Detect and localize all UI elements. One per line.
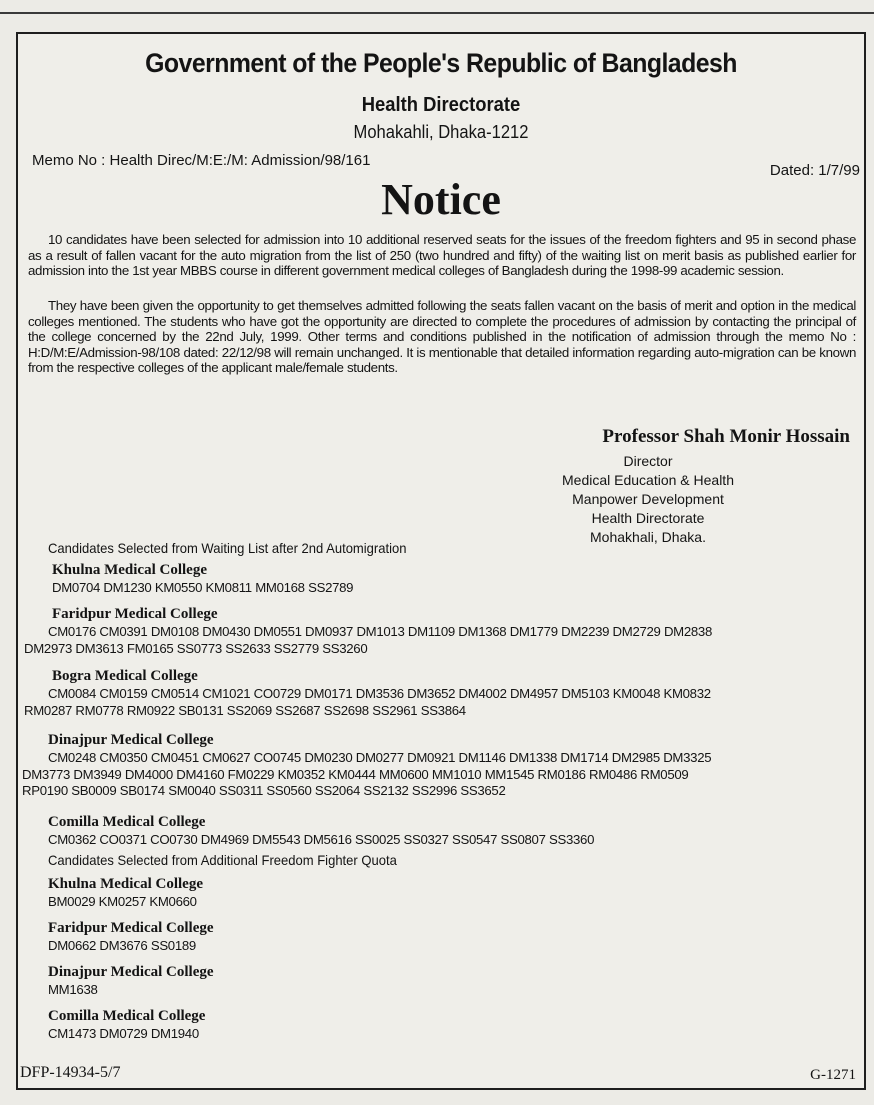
roll-numbers — [24, 686, 711, 719]
college-name: Khulna Medical College — [48, 876, 203, 892]
newspaper-top-rule — [0, 12, 874, 14]
roll-numbers — [48, 1026, 199, 1043]
roll-numbers — [48, 938, 196, 955]
notice-paragraph-1: 10 candidates have been selected for admission into 10 additional reserved seats for the issues of the freedom fighters and 95 in second phase as a result of fallen vacant for the auto migration from the list of 250 (two hundred and fifty) of the waiting list on merit basis as published earlier for admission into the 1st year MBBS course in different government medical colleges of Bangladesh during the 1998-99 academic session. — [28, 232, 856, 279]
signatory-designation — [533, 452, 763, 547]
roll-line: DM0704 DM1230 KM0550 KM0811 MM0168 SS2789 — [52, 580, 354, 595]
roll-line: DM0662 DM3676 SS0189 — [48, 938, 196, 953]
dfp-code: DFP-14934-5/7 — [20, 1064, 121, 1081]
college-name: Bogra Medical College — [52, 668, 198, 684]
college-name: Dinajpur Medical College — [48, 732, 214, 748]
roll-numbers — [52, 580, 353, 597]
college-name: Faridpur Medical College — [52, 606, 218, 622]
signatory-name: Professor Shah Monir Hossain — [602, 426, 850, 447]
directorate-address: Mohakahli, Dhaka-1212 — [353, 122, 529, 142]
roll-line: MM1638 — [48, 982, 98, 997]
government-title: Government of the People's Republic of Bangladesh — [145, 48, 737, 78]
college-name: Comilla Medical College — [48, 814, 206, 830]
memo-date: Dated: 1/7/99 — [769, 162, 860, 179]
roll-line: BM0029 KM0257 KM0660 — [48, 894, 197, 909]
roll-line: CM1473 DM0729 DM1940 — [48, 1026, 199, 1041]
memo-number: Memo No : Health Direc/M:E:/M: Admission/98/161 — [32, 152, 371, 169]
signatory-line: Manpower Development — [572, 491, 724, 507]
college-name: Dinajpur Medical College — [48, 964, 214, 980]
roll-numbers — [48, 894, 197, 911]
roll-line: CM0248 CM0350 CM0451 CM0627 CO0745 DM0230 DM0277 DM0921 DM1146 DM1338 DM1714 DM2985 DM3325 — [48, 750, 712, 765]
roll-numbers — [24, 624, 712, 657]
roll-numbers — [48, 982, 98, 999]
notice-title: Notice — [381, 175, 501, 224]
roll-line: DM3773 DM3949 DM4000 DM4160 FM0229 KM0352 KM0444 MM0600 MM1010 MM1545 RM0186 RM0486 RM0509 — [22, 766, 689, 782]
roll-line: DM2973 DM3613 FM0165 SS0773 SS2633 SS2779 SS3260 — [24, 640, 368, 656]
directorate-title: Health Directorate — [361, 94, 521, 116]
roll-line: RP0190 SB0009 SB0174 SM0040 SS0311 SS0560 SS2064 SS2132 SS2996 SS3652 — [22, 783, 506, 798]
roll-numbers — [22, 750, 711, 800]
notice-paragraph-2: They have been given the opportunity to get themselves admitted following the seats fallen vacant on the basis of merit and option in the medical colleges mentioned. The students who have got the opportunity are directed to complete the procedures of admission by contacting the principal of the college concerned by the 22nd July, 1999. Other terms and conditions published in the notification of admission through the memo No : H:D/M:E/Admission-98/108 dated: 22/12/98 will remain unchanged. It is mentionable that detailed information regarding auto-migration can be known from the respective colleges of the applicant male/female students. — [28, 298, 856, 376]
waiting-list-heading: Candidates Selected from Waiting List after 2nd Automigration — [48, 540, 407, 556]
freedom-fighter-heading: Candidates Selected from Additional Freedom Fighter Quota — [48, 852, 397, 868]
notice-frame — [16, 32, 866, 1090]
roll-line: RM0287 RM0778 RM0922 SB0131 SS2069 SS2687 SS2698 SS2961 SS3864 — [24, 702, 466, 718]
signatory-line: Director — [623, 453, 673, 469]
college-name: Faridpur Medical College — [48, 920, 214, 936]
college-name: Comilla Medical College — [48, 1008, 206, 1024]
signatory-line: Mohakhali, Dhaka. — [590, 529, 706, 545]
g-code: G-1271 — [810, 1067, 856, 1083]
signatory-line: Medical Education & Health — [562, 472, 734, 488]
roll-line: CM0176 CM0391 DM0108 DM0430 DM0551 DM0937 DM1013 DM1109 DM1368 DM1779 DM2239 DM2729 DM2838 — [48, 624, 712, 639]
college-name: Khulna Medical College — [52, 562, 207, 578]
signatory-line: Health Directorate — [591, 510, 705, 526]
roll-line: CM0362 CO0371 CO0730 DM4969 DM5543 DM5616 SS0025 SS0327 SS0547 SS0807 SS3360 — [48, 832, 595, 847]
roll-numbers — [48, 832, 594, 849]
roll-line: CM0084 CM0159 CM0514 CM1021 CO0729 DM0171 DM3536 DM3652 DM4002 DM4957 DM5103 KM0048 KM0832 — [48, 686, 711, 701]
